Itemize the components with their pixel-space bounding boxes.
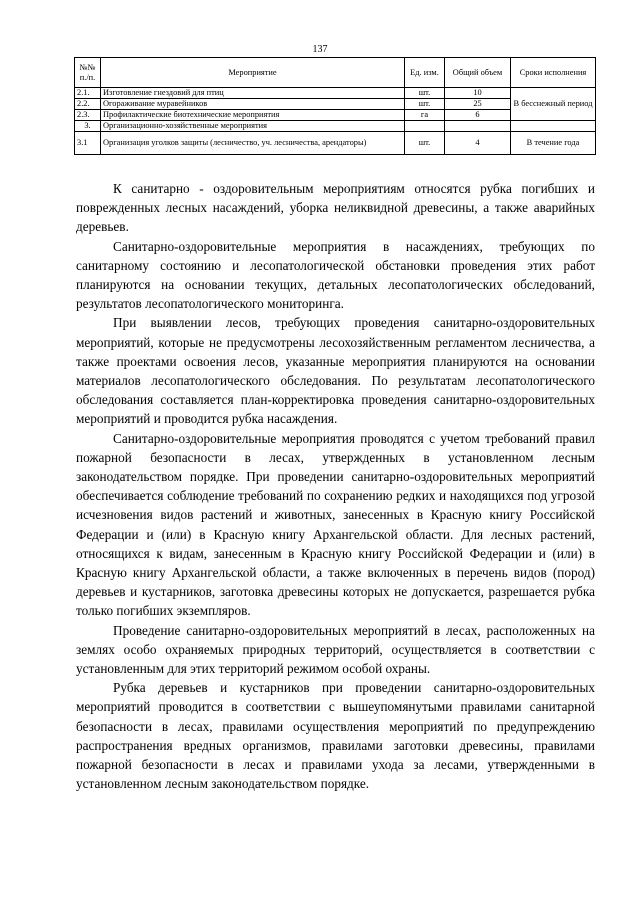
merged-term-cell: В бесснежный период (511, 88, 596, 121)
paragraph: Проведение санитарно-оздоровительных мероприятий в лесах, расположенных на землях особо охраняемых природных территорий, осуществляется в соответствии с установленным для этих территорий режимом особой охраны. (76, 622, 595, 677)
row-volume: 4 (445, 132, 511, 155)
paragraph: Рубка деревьев и кустарников при проведении санитарно-оздоровительных мероприятий проводится в соответствии с вышеупомянутыми правилами санитарной безопасности в лесах, правилами осуществления мероприятий по предупреждению распространения вредных организмов, правилами заготовки древесины, правилами пожарной безопасности в лесах и правилами ухода за лесами, утвержденными в установленном лесным законодательством порядке. (76, 680, 595, 792)
row-num: 3. (75, 121, 101, 132)
row-num: 2.2. (75, 99, 101, 110)
row-name: Огораживание муравейников (101, 99, 405, 110)
row-num: 2.1. (75, 88, 101, 99)
row-volume (445, 121, 511, 132)
row-volume: 6 (445, 110, 511, 121)
row-name: Организация уголков защиты (лесничество, уч. лесничества, арендаторы) (101, 132, 405, 155)
row-unit: шт. (405, 99, 445, 110)
measures-table (74, 57, 596, 155)
paragraph: Санитарно-оздоровительные мероприятия проводятся с учетом требований правил пожарной безопасности в лесах, утвержденных в установленном лесным законодательством порядке. При проведении санитарно-оздоровительных мероприятий обеспечивается соблюдение требований по сохранению редких и находящихся под угрозой исчезновения видов растений и животных, занесенных в Красную книгу Российской Федерации и (или) в Красную книгу Архангельской области. Для лесных растений, относящихся к видам, занесенным в Красную книгу Российской Федерации и (или) в Красную книгу Архангельской области, а также включенных в перечень видов (пород) деревьев и кустарников, заготовка древесины которых не допускается, разрешается рубка только погибших экземпляров. (76, 430, 595, 619)
row-term: В течение года (511, 132, 596, 155)
header-term: Сроки исполнения (511, 58, 596, 88)
row-name: Изготовление гнездовий для птиц (101, 88, 405, 99)
row-num: 3.1 (75, 132, 101, 155)
row-unit: шт. (405, 132, 445, 155)
row-term (511, 121, 596, 132)
page-number: 137 (312, 44, 328, 55)
header-num: №№ п./п. (75, 58, 101, 88)
row-volume: 25 (445, 99, 511, 110)
body-text (76, 179, 595, 794)
row-unit (405, 121, 445, 132)
header-unit: Ед. изм. (405, 58, 445, 88)
table-row (75, 132, 596, 155)
table-row (75, 121, 596, 132)
paragraph: К санитарно - оздоровительным мероприятиям относятся рубка погибших и поврежденных лесных насаждений, уборка неликвидной древесины, а также аварийных деревьев. (76, 181, 595, 235)
row-unit: га (405, 110, 445, 121)
table-header-row (75, 58, 596, 88)
row-name: Организационно-хозяйственные мероприятия (101, 121, 405, 132)
row-num: 2.3. (75, 110, 101, 121)
row-unit: шт. (405, 88, 445, 99)
table-row (75, 88, 596, 99)
header-volume: Общий объем (445, 58, 511, 88)
paragraph: При выявлении лесов, требующих проведения санитарно-оздоровительных мероприятий, которые не предусмотрены лесохозяйственным регламентом лесничества, а также проектами освоения лесов, указанные мероприятия планируются на основании материалов лесопатологического обследования. По результатам лесопатологического обследования составляется план-корректировка проведения санитарно-оздоровительных мероприятий и проводится рубка насаждения. (76, 315, 595, 427)
row-name: Профилактические биотехнические мероприятия (101, 110, 405, 121)
row-volume: 10 (445, 88, 511, 99)
header-name: Мероприятие (101, 58, 405, 88)
paragraph: Санитарно-оздоровительные мероприятия в насаждениях, требующих по санитарному состоянию и лесопатологической обстановки проведения этих работ планируются на основании текущих, детальных лесопатологических обследований, результатов лесопатологического мониторинга. (76, 238, 595, 312)
